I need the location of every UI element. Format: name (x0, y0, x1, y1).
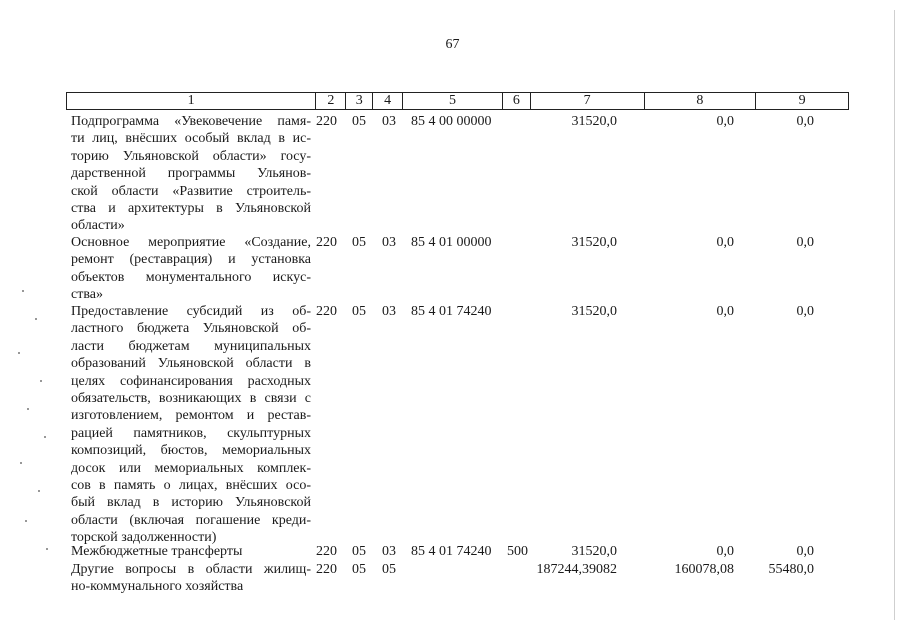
header-col-5: 5 (403, 93, 503, 109)
name-line: целях софинансирования расходных (71, 373, 311, 389)
header-col-3: 3 (346, 93, 373, 109)
name-line: ства» (71, 287, 103, 303)
cell-col-9: 0,0 (796, 235, 814, 250)
cell-col-7: 31520,0 (571, 544, 617, 559)
header-col-7: 7 (531, 93, 645, 109)
cell-col-7: 187244,39082 (536, 562, 617, 577)
name-line: дарственной программы Ульянов- (71, 166, 311, 182)
cell-col-6: 500 (507, 544, 528, 559)
cell-col-8: 0,0 (716, 235, 734, 250)
cell-col-8: 0,0 (716, 114, 734, 129)
cell-col-9: 0,0 (796, 304, 814, 319)
row-name (71, 303, 311, 547)
scan-speck (46, 548, 48, 550)
row-name (71, 113, 311, 235)
header-col-2: 2 (316, 93, 346, 109)
scan-speck (18, 352, 20, 354)
scan-speck (38, 490, 40, 492)
header-col-8: 8 (645, 93, 757, 109)
cell-col-3: 05 (352, 304, 366, 319)
cell-col-2: 220 (316, 235, 337, 250)
cell-col-8: 0,0 (716, 304, 734, 319)
name-line: области (включая погашение креди- (71, 512, 311, 528)
cell-col-5: 85 4 01 00000 (411, 235, 492, 250)
cell-col-4: 03 (382, 235, 396, 250)
cell-col-5: 85 4 01 74240 (411, 544, 492, 559)
name-line: объектов монументального искус- (71, 269, 311, 285)
cell-col-8: 0,0 (716, 544, 734, 559)
scan-speck (44, 436, 46, 438)
name-line: образований Ульяновской области в (71, 356, 311, 372)
scan-speck (25, 520, 27, 522)
name-line: досок или мемориальных комплек- (71, 460, 311, 476)
name-line: бый вклад в историю Ульяновской (71, 495, 311, 511)
cell-col-5: 85 4 01 74240 (411, 304, 492, 319)
scan-speck (27, 408, 29, 410)
cell-col-4: 05 (382, 562, 396, 577)
cell-col-7: 31520,0 (571, 114, 617, 129)
scan-edge-line (894, 10, 895, 620)
cell-col-2: 220 (316, 114, 337, 129)
name-line: ти лиц, внёсших особый вклад в ис- (71, 131, 311, 147)
cell-col-2: 220 (316, 304, 337, 319)
cell-col-7: 31520,0 (571, 304, 617, 319)
header-col-6: 6 (503, 93, 531, 109)
scan-speck (40, 380, 42, 382)
cell-col-3: 05 (352, 114, 366, 129)
name-line: обязательств, возникающих в связи с (71, 391, 311, 407)
name-line: композиций, бюстов, мемориальных (71, 443, 311, 459)
cell-col-9: 0,0 (796, 544, 814, 559)
cell-col-2: 220 (316, 544, 337, 559)
header-col-1: 1 (67, 93, 316, 109)
page-number: 67 (445, 37, 460, 52)
row-name (71, 234, 311, 304)
name-line: Основное мероприятие «Создание, (71, 235, 311, 250)
name-line: ской области «Развитие строитель- (71, 183, 311, 199)
name-line: ства и архитектуры в Ульяновской (71, 201, 311, 217)
cell-col-9: 0,0 (796, 114, 814, 129)
name-line: ласти бюджетам муниципальных (71, 338, 311, 354)
name-line: сов в память о лицах, внёсших осо- (71, 478, 311, 494)
cell-col-9: 55480,0 (768, 562, 814, 577)
cell-col-4: 03 (382, 114, 396, 129)
cell-col-3: 05 (352, 235, 366, 250)
name-line: рацией памятников, скульптурных (71, 425, 311, 441)
cell-col-5: 85 4 00 00000 (411, 114, 492, 129)
name-line: изготовлением, ремонтом и рестав- (71, 408, 311, 424)
row-name (71, 561, 311, 596)
name-line: ремонт (реставрация) и установка (71, 252, 311, 268)
name-line: торской задолженности) (71, 530, 217, 546)
table-header (66, 92, 849, 110)
scan-speck (20, 462, 22, 464)
cell-col-7: 31520,0 (571, 235, 617, 250)
name-line: но-коммунального хозяйства (71, 579, 244, 595)
cell-col-3: 05 (352, 562, 366, 577)
name-line: Межбюджетные трансферты (71, 544, 243, 559)
row-name (71, 543, 311, 560)
scan-speck (35, 318, 37, 320)
name-line: Предоставление субсидий из об- (71, 304, 311, 319)
name-line: области» (71, 218, 125, 234)
scan-speck (22, 290, 24, 292)
cell-col-4: 03 (382, 544, 396, 559)
name-line: Подпрограмма «Увековечение памя- (71, 114, 311, 129)
cell-col-2: 220 (316, 562, 337, 577)
name-line: ластного бюджета Ульяновской об- (71, 321, 311, 337)
name-line: Другие вопросы в области жилищ- (71, 562, 311, 577)
name-line: торию Ульяновской области» госу- (71, 148, 311, 164)
cell-col-4: 03 (382, 304, 396, 319)
cell-col-3: 05 (352, 544, 366, 559)
header-col-9: 9 (798, 93, 806, 108)
header-col-4: 4 (373, 93, 403, 109)
cell-col-8: 160078,08 (674, 562, 734, 577)
